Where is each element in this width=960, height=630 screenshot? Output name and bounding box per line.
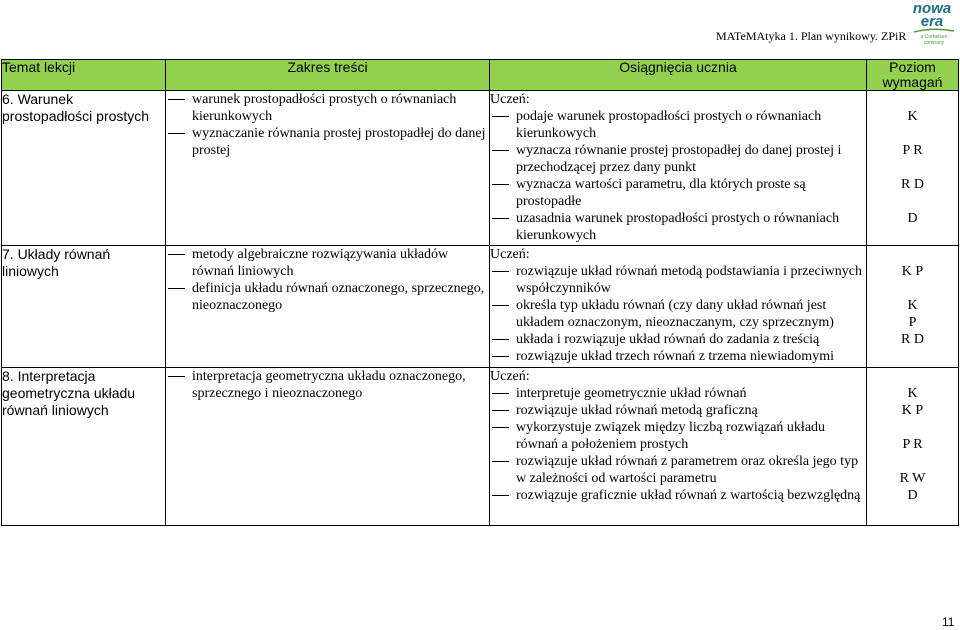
- list-item: interpretuje geometrycznie układ równań: [490, 385, 866, 402]
- requirement-level: [867, 246, 959, 368]
- list-item: układa i rozwiązuje układ równań do zadania z treścią: [490, 331, 866, 348]
- level-value: P: [908, 315, 917, 330]
- list-item: rozwiązuje układ równań z parametrem oraz określa jego typ w zależności od wartości parametru: [490, 453, 866, 487]
- column-header-osiagniecia: Osiągnięcia ucznia: [490, 60, 867, 91]
- table-row: [2, 368, 959, 526]
- requirement-level: [867, 368, 959, 526]
- student-achievements: [490, 246, 867, 368]
- level-value: [867, 125, 958, 142]
- list-item: wyznacza równanie prostej prostopadłej do danej prostej i przechodzącej przez dany punkt: [490, 142, 866, 176]
- level-value: P R: [902, 437, 923, 452]
- level-value: K P: [901, 264, 924, 279]
- level-value: K: [907, 298, 918, 313]
- level-value: R D: [901, 332, 924, 347]
- level-value: P R: [902, 143, 923, 158]
- level-value: K: [907, 109, 918, 124]
- list-item: rozwiązuje układ równań metodą graficzną: [490, 402, 866, 419]
- lesson-topic: 6. Warunek prostopadłości prostych: [2, 91, 166, 246]
- column-header-zakres: Zakres treści: [166, 60, 490, 91]
- level-value: D: [907, 211, 918, 226]
- requirement-level: [867, 91, 959, 246]
- level-value: [867, 453, 958, 470]
- level-value: [867, 159, 958, 176]
- list-item: definicja układu równań oznaczonego, sprzecznego, nieoznaczonego: [166, 280, 489, 314]
- list-item: metody algebraiczne rozwiązywania układów równań liniowych: [166, 246, 489, 280]
- student-achievements: [490, 91, 867, 246]
- level-value: R D: [901, 177, 924, 192]
- level-value: [867, 91, 958, 108]
- level-value: K: [907, 386, 918, 401]
- page-number: 11: [942, 615, 955, 629]
- nowa-era-logo: [908, 2, 956, 48]
- table-row: [2, 91, 959, 246]
- content-scope: [166, 91, 490, 246]
- level-value: R W: [899, 471, 926, 486]
- content-scope: [166, 368, 490, 526]
- table-header-row: [2, 60, 959, 91]
- student-label: Uczeń:: [490, 92, 530, 107]
- list-item: interpretacja geometryczna układu oznaczonego, sprzecznego i nieoznaczonego: [166, 368, 489, 402]
- document-header-title: MATeMAtyka 1. Plan wynikowy. ZPiR: [716, 29, 907, 43]
- plan-table: [1, 59, 959, 526]
- level-value: [867, 368, 958, 385]
- list-item: wykorzystuje związek między liczbą rozwiązań układu równań a położeniem prostych: [490, 419, 866, 453]
- lesson-topic: 8. Interpretacja geometryczna układu równań liniowych: [2, 368, 166, 526]
- content-scope: [166, 246, 490, 368]
- list-item: wyznacza wartości parametru, dla których proste są prostopadłe: [490, 176, 866, 210]
- logo-wordmark: nowa era: [912, 0, 952, 30]
- level-value: K P: [901, 403, 924, 418]
- list-item: podaje warunek prostopadłości prostych o równaniach kierunkowych: [490, 108, 866, 142]
- student-label: Uczeń:: [490, 369, 530, 384]
- list-item: rozwiązuje układ trzech równań z trzema niewiadomymi: [490, 348, 866, 365]
- lesson-topic: 7. Układy równań liniowych: [2, 246, 166, 368]
- column-header-poziom: Poziom wymagań: [867, 60, 959, 91]
- level-value: [867, 246, 958, 263]
- student-achievements: [490, 368, 867, 526]
- list-item: uzasadnia warunek prostopadłości prostych o równaniach kierunkowych: [490, 210, 866, 244]
- student-label: Uczeń:: [490, 247, 530, 262]
- table-row: [2, 246, 959, 368]
- level-value: [867, 280, 958, 297]
- list-item: rozwiązuje układ równań metodą podstawiania i przeciwnych współczynników: [490, 263, 866, 297]
- list-item: określa typ układu równań (czy dany układ równań jest układem oznaczonym, nieoznaczanym, czy sprzecznym): [490, 297, 866, 331]
- list-item: rozwiązuje graficznie układ równań z wartością bezwzględną: [490, 487, 866, 504]
- logo-subtext: a Cornelsen company: [920, 34, 948, 46]
- level-value: [867, 419, 958, 436]
- list-item: warunek prostopadłości prostych o równaniach kierunkowych: [166, 91, 489, 125]
- column-header-temat: Temat lekcji: [2, 60, 166, 91]
- level-value: D: [907, 488, 918, 503]
- list-item: wyznaczanie równania prostej prostopadłej do danej prostej: [166, 125, 489, 159]
- level-value: [867, 193, 958, 210]
